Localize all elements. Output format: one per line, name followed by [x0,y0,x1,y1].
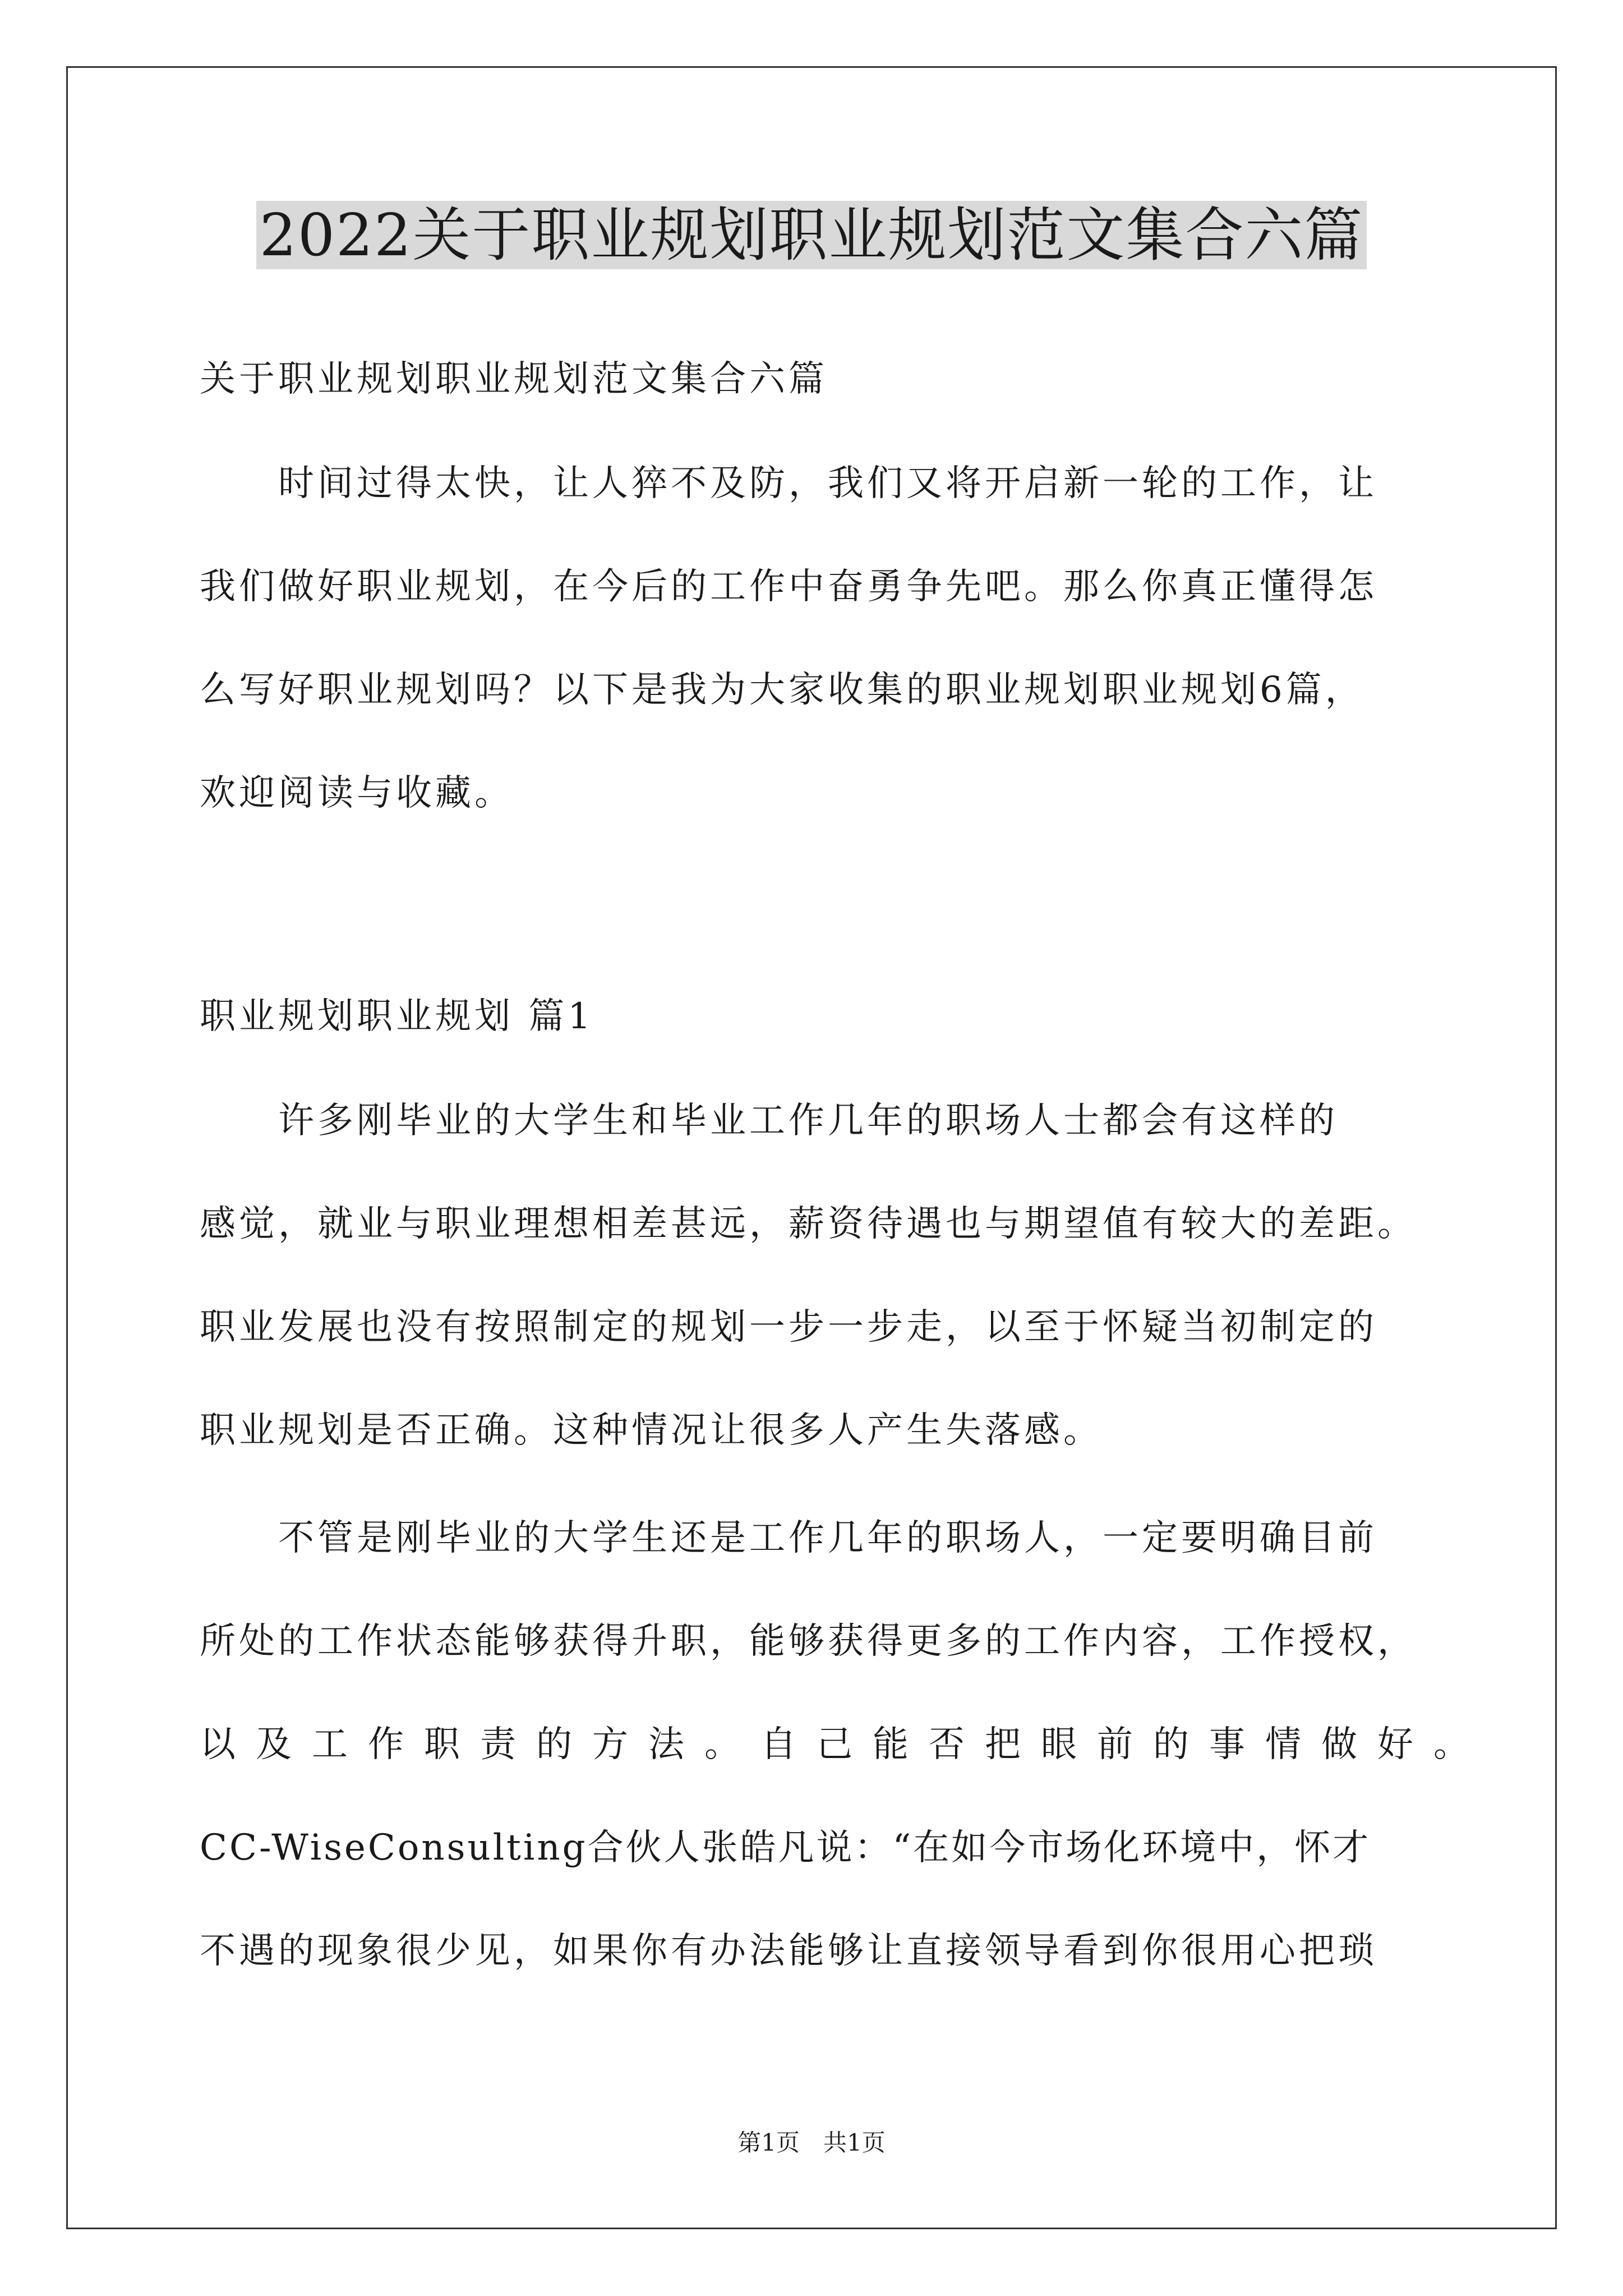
para2-line-1: 不管是刚毕业的大学生还是工作几年的职场人，一定要明确目前 [200,1517,1377,1559]
spaced-char: 方 [592,1724,628,1765]
spaced-char: 的 [1153,1724,1189,1765]
spaced-char: 责 [480,1724,516,1765]
intro-line-3: 么写好职业规划吗？以下是我为大家收集的职业规划职业规划6篇， [200,669,1364,711]
spaced-char: 以 [200,1724,236,1765]
section-heading: 职业规划职业规划 篇1 [200,996,594,1037]
spaced-char: 。 [704,1724,740,1765]
intro-line-2: 我们做好职业规划，在今后的工作中奋勇争先吧。那么你真正懂得怎 [200,566,1377,608]
spaced-char: 自 [760,1724,796,1765]
spaced-char: 做 [1321,1724,1357,1765]
page-footer: 第1页 共1页 [737,2129,886,2156]
spaced-char: 及 [256,1724,292,1765]
document-subtitle: 关于职业规划职业规划范文集合六篇 [200,358,828,400]
spaced-char: 事 [1209,1724,1245,1765]
spaced-char: 眼 [1041,1724,1077,1765]
para2-line-4: CC-WiseConsulting合伙人张皓凡说：“在如今市场化环境中，怀才 [200,1827,1371,1869]
document-title-text: 2022关于职业规划职业规划范文集合六篇 [256,201,1367,269]
spaced-char: 好 [1377,1724,1413,1765]
spaced-char: 的 [536,1724,572,1765]
spaced-char: 作 [368,1724,404,1765]
spaced-char: 工 [312,1724,348,1765]
spaced-char: 己 [817,1724,852,1765]
para1-line-2: 感觉，就业与职业理想相差甚远，薪资待遇也与期望值有较大的差距。 [200,1203,1417,1245]
document-title [0,199,1623,272]
spaced-char: 前 [1097,1724,1133,1765]
spaced-char: 情 [1265,1724,1301,1765]
para2-line-5: 不遇的现象很少见，如果你有办法能够让直接领导看到你很用心把琐 [200,1930,1377,1972]
para1-line-1: 许多刚毕业的大学生和毕业工作几年的职场人士都会有这样的 [200,1100,1338,1142]
para2-spaced-line [200,1722,1469,1767]
spaced-char: 否 [929,1724,965,1765]
spaced-char: 法 [648,1724,684,1765]
para1-line-4: 职业规划是否正确。这种情况让很多人产生失落感。 [200,1410,1103,1451]
intro-line-1: 时间过得太快，让人猝不及防，我们又将开启新一轮的工作，让 [200,463,1377,504]
spaced-char: 职 [424,1724,460,1765]
para1-line-3: 职业发展也没有按照制定的规划一步一步走，以至于怀疑当初制定的 [200,1306,1377,1348]
para2-line-2: 所处的工作状态能够获得升职，能够获得更多的工作内容，工作授权， [200,1621,1417,1662]
spaced-char: 能 [873,1724,909,1765]
spaced-char: 。 [1433,1724,1469,1765]
intro-line-4: 欢迎阅读与收藏。 [200,772,514,814]
spaced-char: 把 [985,1724,1021,1765]
